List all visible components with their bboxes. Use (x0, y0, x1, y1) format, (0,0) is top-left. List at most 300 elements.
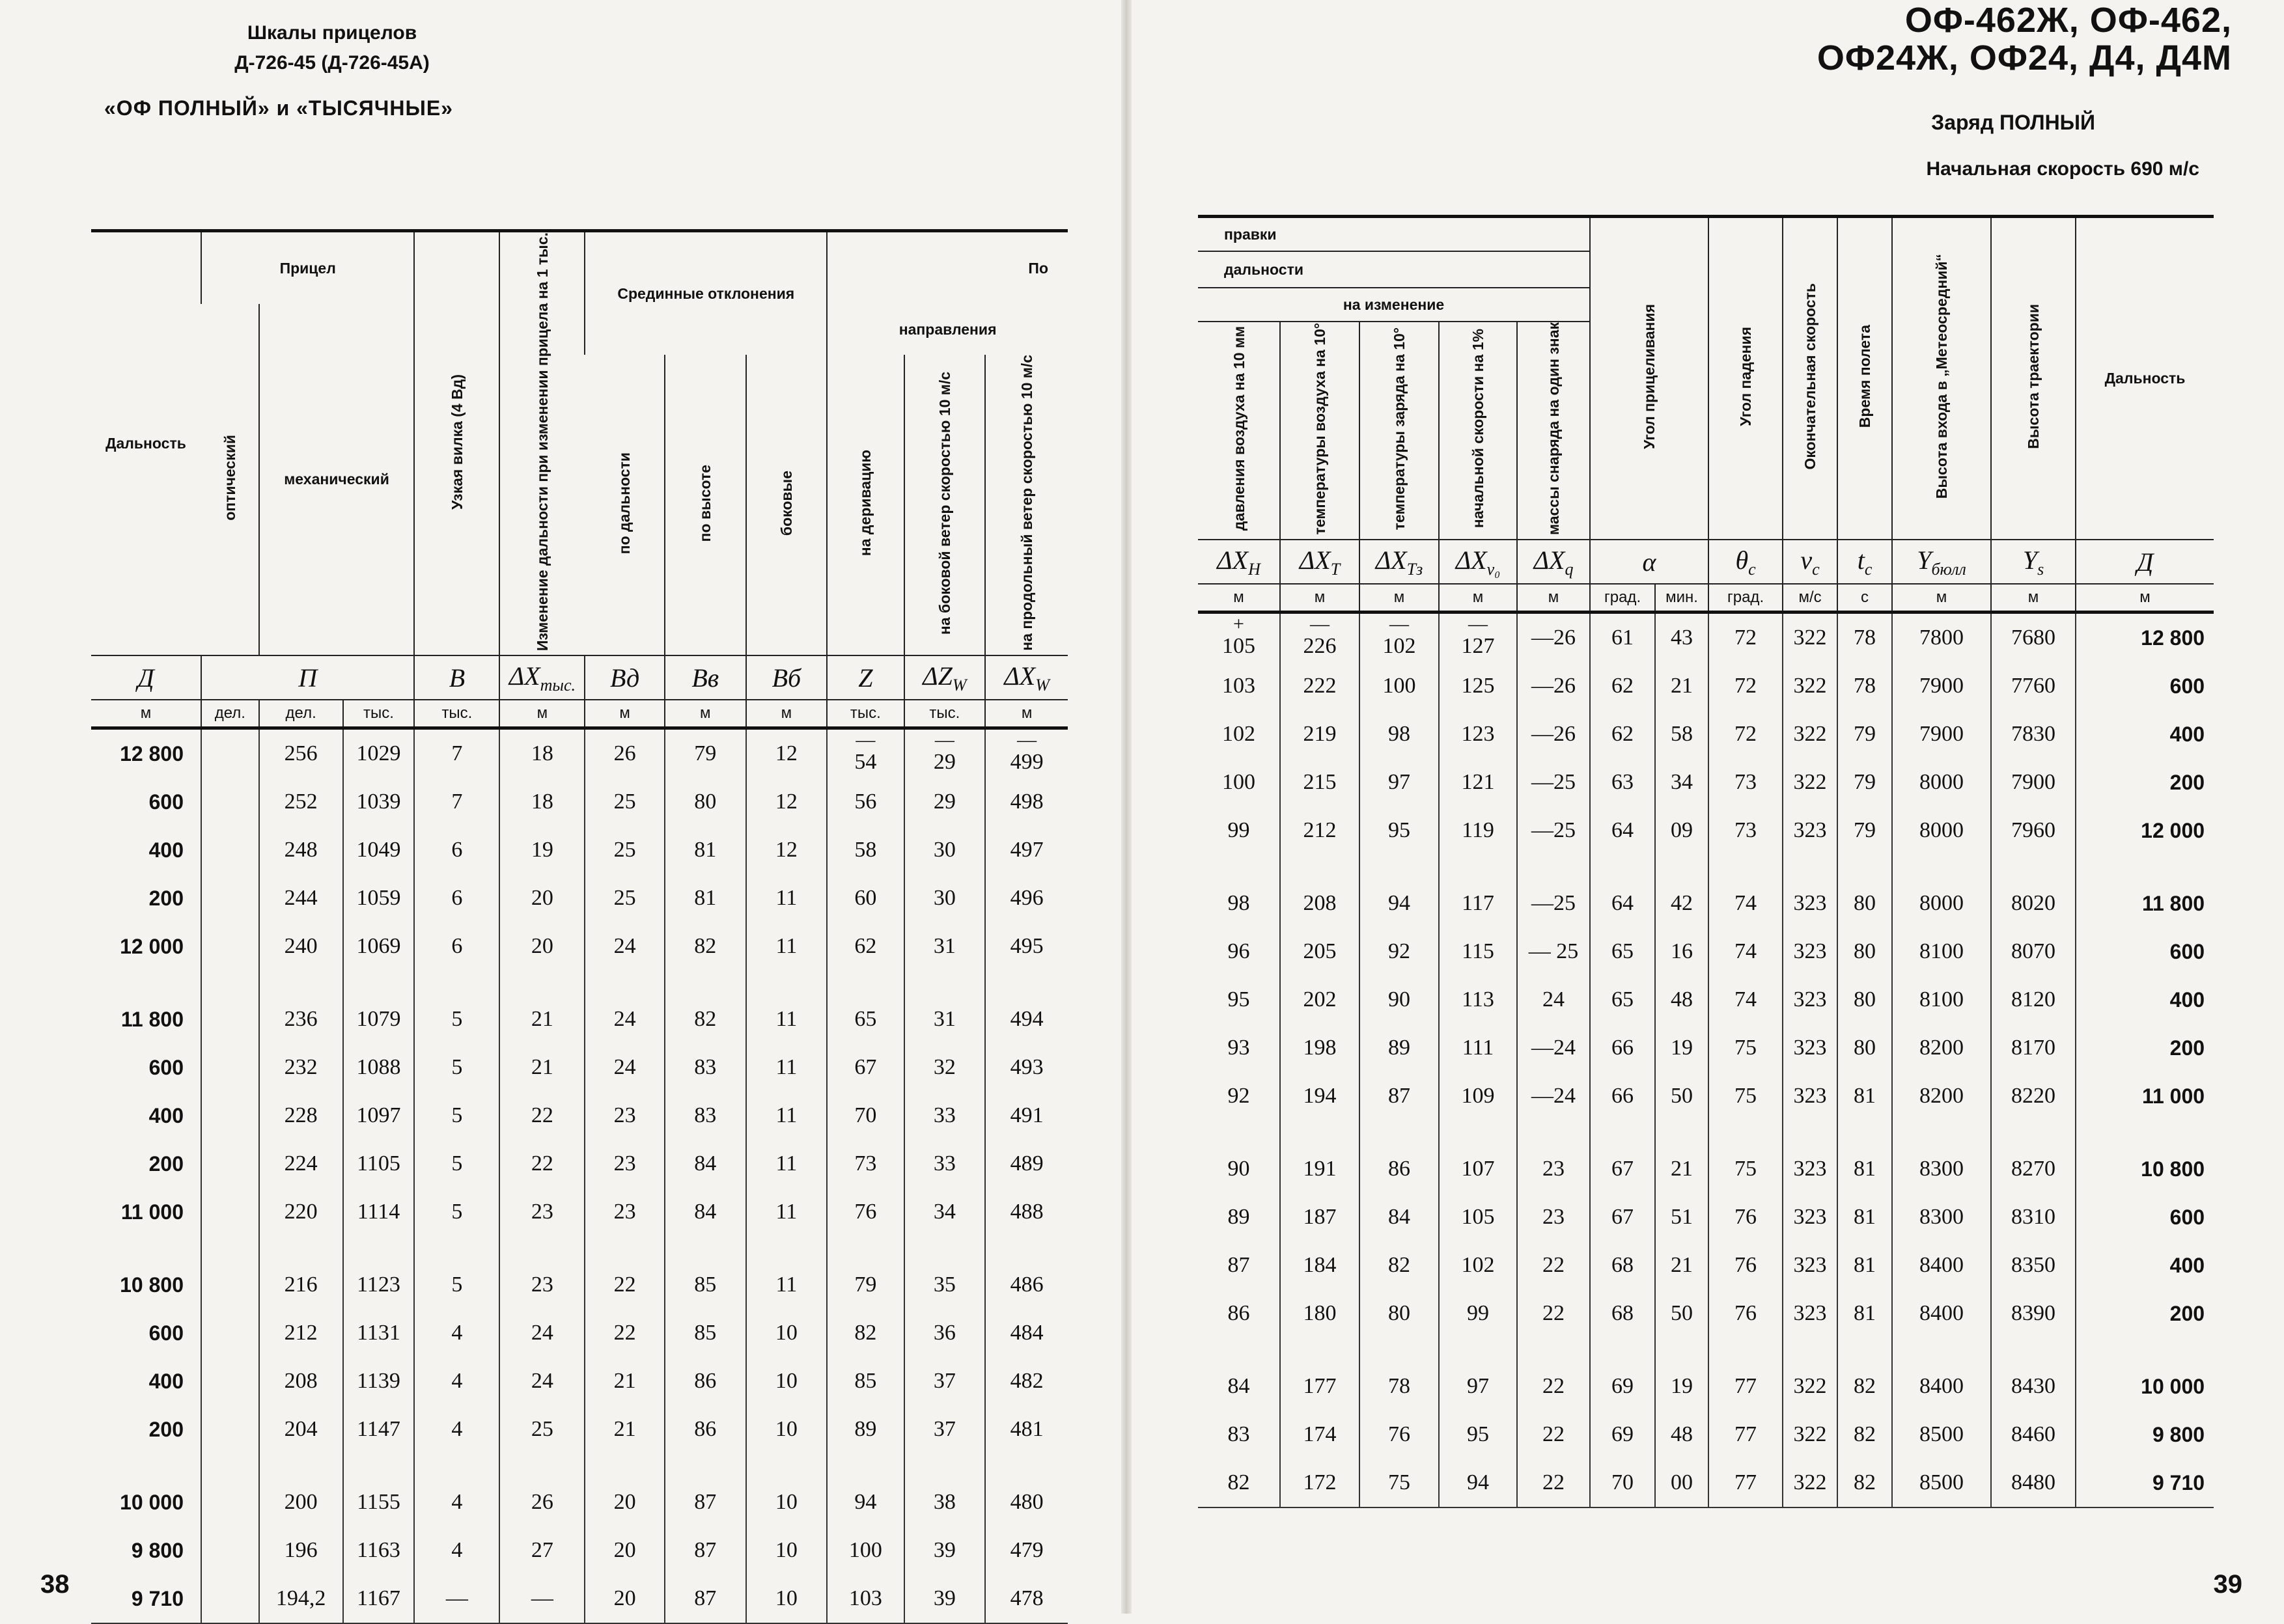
value-cell: 81 (1837, 1289, 1892, 1338)
distance-cell: 400 (2076, 710, 2214, 758)
value-cell: 68 (1590, 1241, 1655, 1289)
value-cell: 8070 (1991, 928, 2076, 976)
value-cell: 8460 (1991, 1411, 2076, 1459)
sym-distance: Д (91, 655, 201, 700)
value-cell: 96 (1227, 939, 1250, 964)
value-cell: 83 (665, 1092, 746, 1140)
value-cell: 69 (1590, 1411, 1655, 1459)
distance-cell: 9 800 (131, 1538, 184, 1562)
value-cell: 1131 (343, 1309, 415, 1357)
value-cell: 24 (499, 1357, 585, 1405)
value-cell: 75 (1359, 1459, 1439, 1507)
value-cell: 8000 (1892, 806, 1991, 855)
distance-cell: 12 800 (120, 741, 184, 765)
sym-z: Z (827, 655, 904, 700)
value-cell: 18 (499, 728, 585, 778)
value-cell: 80 (1359, 1289, 1439, 1338)
value-cell: 119 (1439, 806, 1517, 855)
value-cell: 1039 (343, 778, 415, 826)
hdr-optical: оптический (221, 434, 238, 521)
table-row (91, 922, 1068, 970)
value-cell: 82 (1837, 1459, 1892, 1507)
value-cell: 8100 (1892, 976, 1991, 1024)
distance-cell: 9 710 (91, 1575, 201, 1623)
hdr-by-height: по высоте (665, 355, 746, 655)
value-cell: 48 (1655, 1411, 1708, 1459)
hdr-distance: Дальность (91, 231, 201, 656)
value-cell (201, 1043, 259, 1092)
value-cell: 82 (1359, 1241, 1439, 1289)
table-row (1198, 806, 2214, 855)
value-cell: 7900 (1991, 758, 2076, 806)
value-cell: 81 (1837, 1072, 1892, 1120)
value-cell: 494 (985, 970, 1068, 1043)
value-cell: 30 (904, 874, 986, 922)
value-cell: 8200 (1892, 1072, 1991, 1120)
value-cell: 1139 (343, 1357, 415, 1405)
value-cell: 23 (1517, 1193, 1590, 1241)
value-cell: 8430 (1991, 1338, 2076, 1411)
value-cell: 222 (1280, 662, 1359, 710)
value-cell: — 226 (1280, 612, 1359, 663)
distance-cell: 400 (2076, 1241, 2214, 1289)
value-cell: 25 (585, 826, 665, 874)
value-cell: 83 (1227, 1422, 1250, 1447)
value-cell: 174 (1280, 1411, 1359, 1459)
value-cell: 81 (665, 874, 746, 922)
value-cell: 86 (665, 1405, 746, 1453)
value-cell: 7760 (1991, 662, 2076, 710)
table-row (1198, 1338, 2214, 1411)
value-cell: 25 (585, 778, 665, 826)
value-cell: 496 (985, 874, 1068, 922)
value-cell: —25 (1517, 806, 1590, 855)
table-row (1198, 612, 2214, 663)
value-cell: 76 (1708, 1241, 1783, 1289)
value-cell: 228 (259, 1092, 343, 1140)
value-cell: 1059 (343, 874, 415, 922)
value-cell: 77 (1708, 1459, 1783, 1507)
value-cell: 87 (665, 1453, 746, 1526)
hdr-range: дальности (1198, 251, 1590, 288)
value-cell: 89 (1227, 1205, 1250, 1230)
hdr-po: По (827, 231, 1068, 305)
sym-ys: $Y_s$ (1991, 540, 2076, 584)
value-cell: 68 (1590, 1289, 1655, 1338)
value-cell: —24 (1517, 1072, 1590, 1120)
value-cell: 76 (1359, 1411, 1439, 1459)
value-cell: 323 (1783, 1072, 1837, 1120)
value-cell: 10 (746, 1309, 828, 1357)
value-cell: 102 (1222, 722, 1255, 747)
value-cell: 73 (1708, 806, 1783, 855)
distance-cell: 11 800 (120, 1007, 184, 1031)
value-cell: 23 (585, 1188, 665, 1236)
distance-cell: 11 800 (2076, 855, 2214, 928)
value-cell: 20 (499, 874, 585, 922)
value-cell: 76 (827, 1188, 904, 1236)
value-cell: 4 (414, 1357, 499, 1405)
distance-cell: 12 000 (2076, 806, 2214, 855)
value-cell: 323 (1783, 1024, 1837, 1072)
value-cell: 8170 (1991, 1024, 2076, 1072)
value-cell: 102 (1439, 1241, 1517, 1289)
value-cell: 497 (985, 826, 1068, 874)
value-cell: 86 (665, 1357, 746, 1405)
hdr-charge-temp: температуры заряда на 10° (1359, 322, 1439, 540)
table-row (1198, 855, 2214, 928)
value-cell: 322 (1783, 612, 1837, 663)
distance-cell: 600 (2076, 1193, 2214, 1241)
value-cell: 85 (827, 1357, 904, 1405)
value-cell: 240 (259, 922, 343, 970)
value-cell: 488 (985, 1188, 1068, 1236)
value-cell: 26 (499, 1453, 585, 1526)
hdr-mechanical: механический (259, 304, 415, 655)
value-cell: 8300 (1892, 1120, 1991, 1193)
hdr-lateral: боковые (746, 355, 828, 655)
table-row (91, 1405, 1068, 1453)
table-row (1198, 1120, 2214, 1193)
value-cell: 215 (1280, 758, 1359, 806)
table-row (1198, 1411, 2214, 1459)
charge-label: Заряд ПОЛНЫЙ (1931, 111, 2095, 134)
left-page (0, 0, 1120, 1614)
value-cell: 33 (904, 1092, 986, 1140)
value-cell: 20 (585, 1575, 665, 1623)
value-cell: 6 (414, 826, 499, 874)
value-cell: 107 (1439, 1120, 1517, 1193)
value-cell: 1069 (343, 922, 415, 970)
distance-cell: 11 000 (120, 1200, 184, 1224)
hdr-change: Изменение дальности при изменении прицела на 1 тыс. (499, 231, 585, 656)
value-cell: 1105 (343, 1140, 415, 1188)
hdr-derivation: на деривацию (827, 355, 904, 655)
value-cell: 5 (414, 1236, 499, 1309)
value-cell (201, 1405, 259, 1453)
value-cell: 29 (904, 778, 986, 826)
sym-dxv: $\Delta X_{v_0}$ (1439, 540, 1517, 584)
value-cell: 11 (746, 1236, 828, 1309)
value-cell: 84 (665, 1188, 746, 1236)
value-cell: 244 (259, 874, 343, 922)
value-cell: 74 (1708, 976, 1783, 1024)
sign-mark: — (1310, 613, 1330, 635)
sym-alpha: α (1590, 540, 1708, 584)
value-cell: 16 (1655, 928, 1708, 976)
value-cell: 38 (904, 1453, 986, 1526)
value-cell: 67 (1590, 1193, 1655, 1241)
value-cell: 20 (585, 1526, 665, 1575)
value-cell: 22 (1517, 1289, 1590, 1338)
value-cell: 8270 (1991, 1120, 2076, 1193)
right-page-number: 39 (2213, 1570, 2242, 1599)
value-cell: 212 (259, 1309, 343, 1357)
value-cell: 09 (1655, 806, 1708, 855)
hdr-init-speed: начальной скорости на 1% (1439, 322, 1517, 540)
value-cell (201, 1140, 259, 1188)
value-cell: 80 (1837, 1024, 1892, 1072)
value-cell: 95 (1439, 1411, 1517, 1459)
left-title (163, 18, 501, 78)
hdr-by-range: по дальности (616, 452, 634, 554)
value-cell: 79 (1837, 758, 1892, 806)
value-cell: 73 (827, 1140, 904, 1188)
value-cell: 81 (665, 826, 746, 874)
unit-cell: м (499, 700, 585, 728)
value-cell: 22 (1517, 1459, 1590, 1507)
value-cell: 8400 (1892, 1241, 1991, 1289)
distance-cell: 200 (2076, 1289, 2214, 1338)
value-cell: 4 (414, 1405, 499, 1453)
value-cell: 73 (1708, 758, 1783, 806)
value-cell: 208 (1280, 855, 1359, 928)
value-cell: 21 (585, 1357, 665, 1405)
distance-cell: 600 (148, 1321, 184, 1345)
value-cell: 23 (499, 1188, 585, 1236)
value-cell: 98 (1227, 891, 1250, 916)
table-row (1198, 1241, 2214, 1289)
value-cell: 1049 (343, 826, 415, 874)
value-cell: 498 (985, 778, 1068, 826)
table-row (91, 1309, 1068, 1357)
unit-cell: дел. (259, 700, 343, 728)
unit-cell: град. (1590, 584, 1655, 612)
value-cell (201, 1092, 259, 1140)
right-firing-table (1198, 215, 2214, 1508)
table-row (91, 778, 1068, 826)
table-row (91, 1357, 1068, 1405)
unit-cell: дел. (201, 700, 259, 728)
value-cell: 98 (1359, 710, 1439, 758)
unit-cell: тыс. (343, 700, 415, 728)
velocity-label: Начальная скорость 690 м/с (1926, 158, 2199, 180)
table-row (91, 970, 1068, 1043)
value-cell: 123 (1439, 710, 1517, 758)
unit-cell: с (1837, 584, 1892, 612)
left-title-line1: Шкалы прицелов (247, 22, 417, 44)
value-cell: 23 (585, 1092, 665, 1140)
value-cell: 27 (499, 1526, 585, 1575)
value-cell: 43 (1655, 612, 1708, 663)
value-cell: 34 (904, 1188, 986, 1236)
value-cell: 8500 (1892, 1411, 1991, 1459)
sign-mark: — (1468, 613, 1488, 635)
value-cell: 24 (585, 922, 665, 970)
value-cell: 10 (746, 1575, 828, 1623)
table-row (1198, 1193, 2214, 1241)
value-cell: 22 (585, 1236, 665, 1309)
sym-dxq: $\Delta X_q$ (1517, 540, 1590, 584)
value-cell (201, 826, 259, 874)
value-cell (201, 1357, 259, 1405)
value-cell: 323 (1783, 1241, 1837, 1289)
value-cell: 236 (259, 970, 343, 1043)
value-cell: 94 (1359, 855, 1439, 928)
distance-cell: 200 (148, 1151, 184, 1176)
value-cell: 78 (1359, 1338, 1439, 1411)
value-cell: 478 (985, 1575, 1068, 1623)
value-cell: 80 (1837, 855, 1892, 928)
distance-cell: 200 (2076, 1024, 2214, 1072)
value-cell: 81 (1837, 1193, 1892, 1241)
value-cell: 23 (585, 1140, 665, 1188)
value-cell: 36 (904, 1309, 986, 1357)
hdr-pressure: давления воздуха на 10 мм (1198, 322, 1280, 540)
sym-yb: $Y_{бюлл}$ (1892, 540, 1991, 584)
value-cell: 4 (414, 1526, 499, 1575)
value-cell: 60 (827, 874, 904, 922)
value-cell: 21 (1655, 1120, 1708, 1193)
unit-cell: м (2076, 584, 2214, 612)
value-cell: 204 (259, 1405, 343, 1453)
value-cell: 100 (1359, 662, 1439, 710)
unit-cell: м (1991, 584, 2076, 612)
value-cell: 1029 (343, 728, 415, 778)
value-cell: 194 (1280, 1072, 1359, 1120)
value-cell: 82 (665, 922, 746, 970)
value-cell: 198 (1280, 1024, 1359, 1072)
value-cell: 8000 (1892, 758, 1991, 806)
value-cell: 89 (1359, 1024, 1439, 1072)
unit-cell: м (1517, 584, 1590, 612)
unit-cell: мин. (1655, 584, 1708, 612)
sign-mark: — (1389, 613, 1409, 635)
table-row (1198, 1459, 2214, 1507)
sym-dz: $\Delta Z_W$ (904, 655, 986, 700)
sym-vd: Вд (585, 655, 665, 700)
value-cell: 94 (827, 1453, 904, 1526)
table-row (91, 1188, 1068, 1236)
value-cell: 8400 (1892, 1338, 1991, 1411)
value-cell: 1114 (343, 1188, 415, 1236)
value-cell: 1079 (343, 970, 415, 1043)
value-cell: 220 (259, 1188, 343, 1236)
value-cell: 323 (1783, 806, 1837, 855)
hdr-mass: массы снаряда на один знак (1517, 322, 1590, 540)
value-cell: 8300 (1892, 1193, 1991, 1241)
sign-mark: + (1233, 613, 1244, 635)
unit-cell: м (1198, 584, 1280, 612)
value-cell: 75 (1708, 1072, 1783, 1120)
value-cell: 1155 (343, 1453, 415, 1526)
value-cell: 22 (1517, 1241, 1590, 1289)
value-cell: 322 (1783, 710, 1837, 758)
unit-cell: град. (1708, 584, 1783, 612)
value-cell: 7 (414, 728, 499, 778)
value-cell: —24 (1517, 1024, 1590, 1072)
value-cell: 99 (1439, 1289, 1517, 1338)
value-cell: 24 (585, 970, 665, 1043)
value-cell: 7 (414, 778, 499, 826)
value-cell: 100 (1222, 770, 1255, 795)
value-cell: 105 (1439, 1193, 1517, 1241)
sym-dxt: $\Delta X_Т$ (1280, 540, 1359, 584)
table-row (1198, 928, 2214, 976)
value-cell: 87 (665, 1575, 746, 1623)
unit-cell: м (746, 700, 828, 728)
value-cell: 187 (1280, 1193, 1359, 1241)
value-cell: 8120 (1991, 976, 2076, 1024)
value-cell: 21 (1655, 1241, 1708, 1289)
distance-cell: 600 (2076, 928, 2214, 976)
sym-dxt3: $\Delta X_{Тз}$ (1359, 540, 1439, 584)
value-cell: 31 (904, 970, 986, 1043)
value-cell: —25 (1517, 855, 1590, 928)
sym-dxh: $\Delta X_Н$ (1198, 540, 1280, 584)
value-cell: 486 (985, 1236, 1068, 1309)
value-cell: 78 (1837, 662, 1892, 710)
value-cell: 51 (1655, 1193, 1708, 1241)
hdr-direction: направления (827, 304, 1068, 355)
value-cell: 84 (1227, 1374, 1250, 1399)
value-cell: 1163 (343, 1526, 415, 1575)
value-cell: 79 (665, 728, 746, 778)
value-cell: 493 (985, 1043, 1068, 1092)
value-cell: 87 (665, 1526, 746, 1575)
left-firing-table (91, 229, 1068, 1624)
unit-cell: м (91, 700, 201, 728)
table-row (1198, 1024, 2214, 1072)
value-cell: 92 (1359, 928, 1439, 976)
sym-dx: $\Delta X_W$ (985, 655, 1068, 700)
unit-cell: тыс. (414, 700, 499, 728)
hdr-final-speed: Окончательная скорость (1783, 217, 1837, 540)
value-cell: 20 (499, 922, 585, 970)
value-cell: — 102 (1359, 612, 1439, 663)
distance-cell: 12 800 (2076, 612, 2214, 663)
value-cell: + 105 (1198, 612, 1280, 663)
sign-mark: — (934, 729, 954, 751)
table-row (91, 1236, 1068, 1309)
value-cell: 489 (985, 1140, 1068, 1188)
left-subtitle: «ОФ ПОЛНЫЙ» и «ТЫСЯЧНЫЕ» (104, 96, 453, 120)
hdr-distance-right: Дальность (2076, 217, 2214, 540)
hdr-crosswind: на боковой ветер скоростью 10 м/с (904, 355, 986, 655)
distance-cell: 9 710 (2076, 1459, 2214, 1507)
value-cell: 56 (827, 778, 904, 826)
value-cell: 7800 (1892, 612, 1991, 663)
value-cell (201, 1526, 259, 1575)
unit-cell: м (665, 700, 746, 728)
value-cell: 21 (499, 970, 585, 1043)
value-cell: 216 (259, 1236, 343, 1309)
value-cell: 94 (1439, 1459, 1517, 1507)
value-cell: 172 (1280, 1459, 1359, 1507)
value-cell: 64 (1590, 855, 1655, 928)
value-cell: 180 (1280, 1289, 1359, 1338)
table-row (91, 1043, 1068, 1092)
value-cell: 65 (1590, 928, 1655, 976)
value-cell: 79 (1837, 710, 1892, 758)
value-cell (201, 970, 259, 1043)
distance-cell: 10 800 (2076, 1120, 2214, 1193)
hdr-headwind: на продольный ветер скоростью 10 м/с (985, 355, 1068, 655)
table-row (91, 1140, 1068, 1188)
value-cell: 323 (1783, 1289, 1837, 1338)
value-cell: 78 (1837, 612, 1892, 663)
unit-cell: м (1280, 584, 1359, 612)
value-cell: 95 (1227, 987, 1250, 1012)
value-cell: 1088 (343, 1043, 415, 1092)
value-cell: 22 (585, 1309, 665, 1357)
value-cell: 1167 (343, 1575, 415, 1623)
value-cell: 74 (1708, 855, 1783, 928)
value-cell: 92 (1227, 1084, 1250, 1108)
value-cell: 87 (1227, 1253, 1250, 1278)
value-cell: —26 (1517, 710, 1590, 758)
value-cell: 65 (1590, 976, 1655, 1024)
